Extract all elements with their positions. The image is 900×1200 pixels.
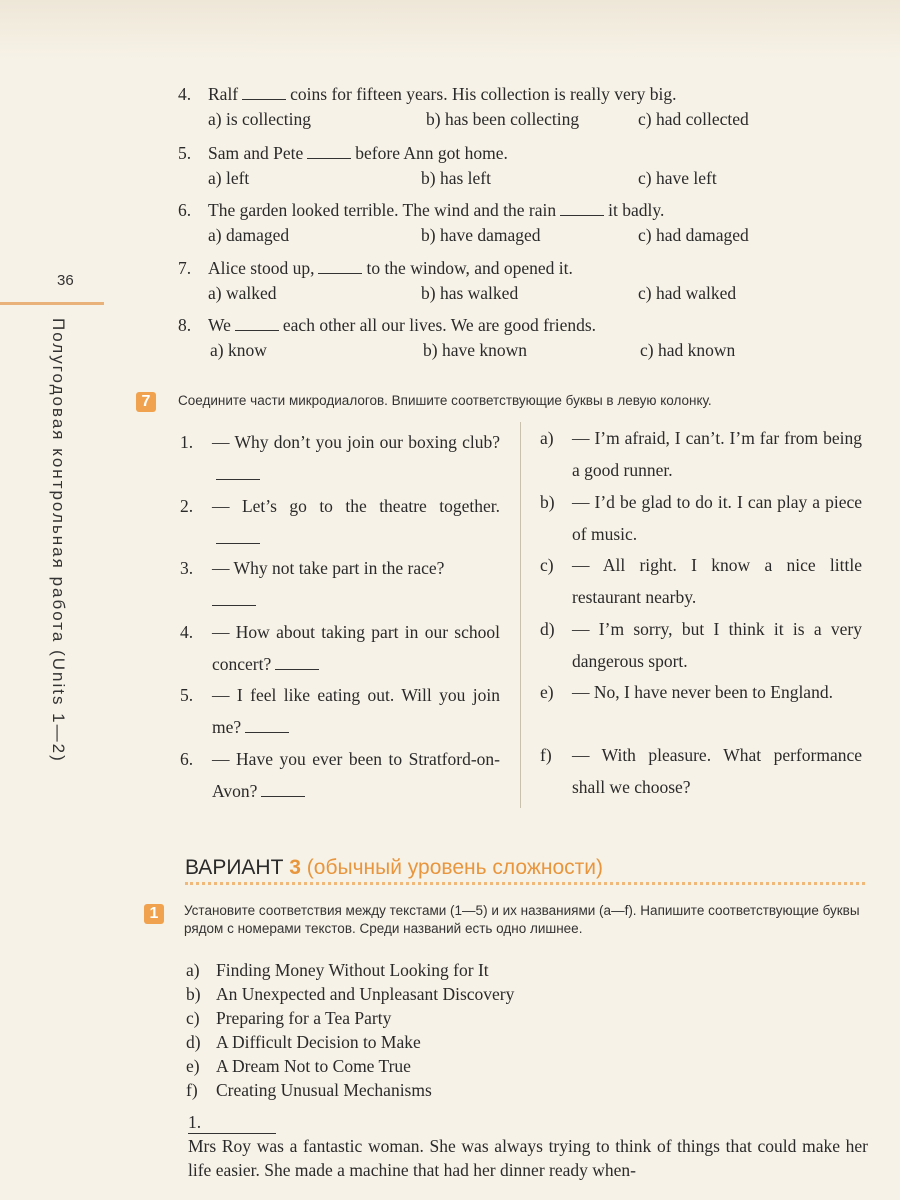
dialog-item-1: 1. — Why don’t you join our boxing club? (180, 426, 500, 490)
option-a: a) walked (208, 283, 277, 303)
answer-blank[interactable] (216, 542, 260, 544)
option-a: a) damaged (208, 225, 290, 245)
reply-d: d) — I’m sorry, but I think it is a very dangerous sport. (540, 619, 862, 671)
answer-blank[interactable] (307, 157, 351, 159)
option-a: a) know (210, 340, 267, 360)
answer-blank[interactable] (235, 329, 279, 331)
title-options (186, 958, 514, 1102)
side-rule (0, 302, 104, 305)
answer-blank[interactable] (245, 731, 289, 733)
answer-blank[interactable] (261, 795, 305, 797)
option-c: c) had walked (638, 283, 737, 303)
option-b: b) have damaged (421, 225, 541, 245)
title-option-a: a) Finding Money Without Looking for It (186, 960, 489, 980)
variant-word: ВАРИАНТ (185, 856, 284, 879)
dialog-item-3: 3. — Why not take part in the race? (180, 552, 500, 616)
variant-number: 3 (289, 856, 301, 879)
option-a: a) is collecting (208, 109, 312, 129)
option-a: a) left (208, 168, 250, 188)
answer-blank[interactable] (242, 98, 286, 100)
title-option-c: c) Preparing for a Tea Party (186, 1008, 392, 1028)
question-5: 5. Sam and Pete before Ann got home. a) left b) has left c) have left (178, 143, 717, 188)
variant-level: (обычный уровень сложности) (306, 856, 603, 879)
text-1-passage: Mrs Roy was a fantastic woman. She was always trying to think of things that could make her life easier. She made a machine that had her dinner ready when- (188, 1136, 868, 1180)
answer-blank[interactable] (216, 478, 260, 480)
option-c: c) had damaged (638, 225, 749, 245)
task-1-badge: 1 (144, 904, 164, 924)
answer-blank[interactable] (212, 604, 256, 606)
page-number: 36 (57, 272, 74, 289)
option-b: b) have known (423, 340, 528, 360)
question-8: 8. We each other all our lives. We are good friends. a) know b) have known c) had known (178, 315, 736, 360)
task-1-instruction: Установите соответствия между текстами (1—5) и их названиями (a—f). Напишите соответствующие буквы рядом с номерами текстов. Среди названий есть одно лишнее. (184, 903, 860, 936)
title-option-e: e) A Dream Not to Come True (186, 1056, 411, 1076)
title-option-f: f) Creating Unusual Mechanisms (186, 1080, 432, 1100)
title-option-d: d) A Difficult Decision to Make (186, 1032, 421, 1052)
title-option-b: b) An Unexpected and Unpleasant Discovery (186, 984, 515, 1004)
reply-c: c) — All right. I know a nice little restaurant nearby. (540, 555, 862, 607)
task-7-badge: 7 (136, 392, 156, 412)
task-7-instruction: Соедините части микродиалогов. Впишите соответствующие буквы в левую колонку. (178, 393, 712, 408)
answer-blank[interactable] (560, 214, 604, 216)
question-7: 7. Alice stood up, to the window, and opened it. a) walked b) has walked c) had walked (178, 258, 737, 303)
dialog-item-2: 2. — Let’s go to the theatre together. (180, 490, 500, 554)
option-b: b) has been collecting (426, 109, 580, 129)
column-divider (520, 422, 521, 808)
page-top-shading (0, 0, 900, 60)
side-running-title: Полугодовая контрольная работа (Units 1—2) (49, 318, 68, 763)
option-b: b) has left (421, 168, 491, 188)
dialog-item-4: 4. — How about taking part in our school concert? (180, 622, 500, 674)
dotted-divider (185, 882, 865, 885)
question-4: 4. Ralf coins for fifteen years. His collection is really very big. a) is collecting b) has been collecting c) had collected (178, 84, 749, 129)
question-6: 6. The garden looked terrible. The wind and the rain it badly. a) damaged b) have damaged c) had damaged (178, 200, 749, 245)
reply-a: a) — I’m afraid, I can’t. I’m far from being a good runner. (540, 428, 862, 480)
option-c: c) had collected (638, 109, 749, 129)
reply-e: e) — No, I have never been to England. (540, 682, 833, 702)
variant-heading (185, 856, 603, 880)
reply-b: b) — I’d be glad to do it. I can play a piece of music. (540, 492, 862, 544)
option-b: b) has walked (421, 283, 519, 303)
answer-blank[interactable] (318, 272, 362, 274)
answer-blank[interactable] (275, 668, 319, 670)
text-1-number: 1. (188, 1112, 202, 1132)
option-c: c) had known (640, 340, 736, 360)
reply-f: f) — With pleasure. What performance shall we choose? (540, 745, 862, 797)
dialog-item-5: 5. — I feel like eating out. Will you join me? (180, 685, 500, 737)
dialog-item-6: 6. — Have you ever been to Stratford-on-Avon? (180, 749, 500, 801)
option-c: c) have left (638, 168, 717, 188)
